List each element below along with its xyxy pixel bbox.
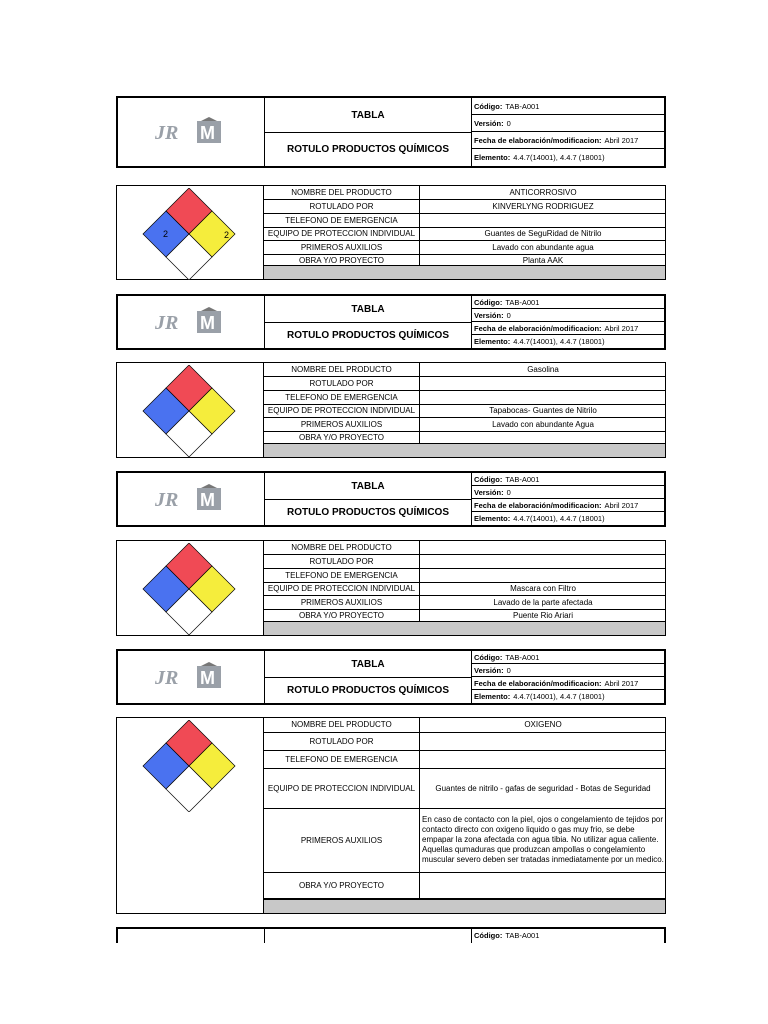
field-label: TELEFONO DE EMERGENCIA [264, 213, 420, 227]
reactivity-rating: 2 [224, 230, 230, 240]
field-value: Tapabocas- Guantes de Nitrilo [420, 404, 667, 417]
company-logo [118, 473, 265, 525]
field-value: En caso de contacto con la piel, ojos o congelamiento de tejidos por contacto directo con oxigeno liquido o gas muy frio, se debe empapar la zona afectada con agua tibia. No utilizar agua caliente. Aquellas qumaduras que produzcan ampollas o congelamiento muscular severo deben ser tratadas inmediatamente por un medico. [420, 808, 667, 872]
field-value: Guantes de nitrilo - gafas de seguridad - Botas de Seguridad [420, 768, 667, 808]
nombre-value: ANTICORROSIVO [420, 186, 667, 199]
product-label-card [116, 540, 666, 636]
svg-text:JR: JR [155, 667, 179, 689]
company-logo [118, 651, 265, 703]
table-subtitle: ROTULO PRODUCTOS QUÍMICOS [286, 506, 450, 518]
document-header: JR M TABLA ROTULO PRODUCTOS QUÍMICOS Código: TAB-A001 Versión: 0 Fecha de elaboración/modificacion: Abril 2017 Elemento: 4.4.7(14001), 4.4.7 (18001) [116, 294, 666, 350]
field-value: Lavado de la parte afectada [420, 595, 667, 609]
nfpa-diamond [117, 541, 264, 635]
field-value: Puente Rio Ariari [420, 609, 667, 622]
gray-bar [264, 621, 665, 635]
product-table [264, 363, 666, 445]
field-label: OBRA Y/O PROYECTO [264, 609, 420, 622]
field-label: EQUIPO DE PROTECCION INDIVIDUAL [264, 582, 420, 595]
svg-text:M: M [200, 123, 215, 143]
nfpa-diamond [117, 186, 264, 279]
field-label: OBRA Y/O PROYECTO [264, 431, 420, 444]
field-value [420, 390, 667, 404]
table-title: TABLA [265, 296, 471, 323]
svg-text:M: M [200, 668, 215, 688]
field-value: Mascara con Filtro [420, 582, 667, 595]
company-logo [118, 98, 265, 166]
gray-bar [264, 443, 665, 457]
product-table [264, 541, 666, 623]
field-label: ROTULADO POR [264, 376, 420, 390]
document-header: Código: TAB-A001 [116, 927, 666, 983]
field-value [420, 541, 667, 554]
field-label: EQUIPO DE PROTECCION INDIVIDUAL [264, 768, 420, 808]
svg-text:M: M [200, 313, 215, 333]
nfpa-diamond [117, 718, 264, 913]
auxilios-value: Lavado con abundante agua [420, 240, 667, 254]
field-value: OXIGENO [420, 718, 667, 732]
field-label: ROTULADO POR [264, 199, 420, 213]
table-title: TABLA [265, 651, 471, 678]
svg-text:JR: JR [155, 122, 179, 144]
document-header: JR M TABLA ROTULO PRODUCTOS QUÍMICOS Código: TAB-A001 Versión: 0 Fecha de elaboración/modificacion: Abril 2017 Elemento: 4.4.7(14001), 4.4.7 (18001) [116, 649, 666, 705]
health-rating: 2 [163, 229, 169, 239]
field-label: PRIMEROS AUXILIOS [264, 417, 420, 431]
product-table [264, 718, 666, 899]
field-label: PRIMEROS AUXILIOS [264, 240, 420, 254]
version-value: 0 [506, 118, 511, 128]
table-subtitle: ROTULO PRODUCTOS QUÍMICOS [286, 684, 450, 696]
product-table [264, 186, 666, 268]
field-label: OBRA Y/O PROYECTO [264, 872, 420, 898]
svg-text:JR: JR [155, 489, 179, 511]
field-label: PRIMEROS AUXILIOS [264, 808, 420, 872]
fecha-value: Abril 2017 [604, 135, 639, 145]
field-value [420, 376, 667, 390]
codigo-value: TAB-A001 [505, 101, 540, 111]
product-label-card [116, 185, 666, 280]
telefono-value [420, 213, 667, 227]
document-header: JR M TABLA ROTULO PRODUCTOS QUÍMICOS Código: TAB-A001 Versión: 0 Fecha de elaboración/modificacion: Abril 2017 Elemento: 4.4.7(14001), 4.4.7 (18001) [116, 471, 666, 527]
field-label: ROTULADO POR [264, 732, 420, 750]
field-label: PRIMEROS AUXILIOS [264, 595, 420, 609]
field-value: Gasolina [420, 363, 667, 376]
field-value [420, 568, 667, 582]
page-bottom-margin [0, 943, 768, 1024]
equipo-value: Guantes de SeguRidad de Nitrilo [420, 227, 667, 240]
gray-bar [264, 265, 665, 279]
field-label: OBRA Y/O PROYECTO [264, 254, 420, 267]
field-label: EQUIPO DE PROTECCION INDIVIDUAL [264, 404, 420, 417]
field-label: NOMBRE DEL PRODUCTO [264, 541, 420, 554]
field-value [420, 872, 667, 898]
nfpa-diamond [117, 363, 264, 457]
field-label: TELEFONO DE EMERGENCIA [264, 390, 420, 404]
svg-text:M: M [200, 490, 215, 510]
field-value [420, 750, 667, 768]
svg-text:JR: JR [155, 312, 179, 334]
table-subtitle: ROTULO PRODUCTOS QUÍMICOS [286, 143, 450, 155]
product-label-card [116, 717, 666, 914]
field-value [420, 554, 667, 568]
field-label: NOMBRE DEL PRODUCTO [264, 718, 420, 732]
obra-value: Planta AAK [420, 254, 667, 267]
product-label-card [116, 362, 666, 458]
field-label: TELEFONO DE EMERGENCIA [264, 750, 420, 768]
field-value: Lavado con abundante Agua [420, 417, 667, 431]
document-header: JR M TABLA ROTULO PRODUCTOS QUÍMICOS Código: TAB-A001 Versión: 0 Fecha de elaboración/modificacion: Abril 2017 Elemento: 4.4.7(14001), 4.4.7 (18001) [116, 96, 666, 168]
table-title: TABLA [265, 473, 471, 500]
rotulado-value: KINVERLYNG RODRIGUEZ [420, 199, 667, 213]
field-value [420, 732, 667, 750]
field-label: NOMBRE DEL PRODUCTO [264, 186, 420, 199]
company-logo [118, 296, 265, 348]
gray-bar [264, 899, 665, 913]
field-label: EQUIPO DE PROTECCION INDIVIDUAL [264, 227, 420, 240]
field-label: TELEFONO DE EMERGENCIA [264, 568, 420, 582]
elemento-value: 4.4.7(14001), 4.4.7 (18001) [513, 153, 605, 162]
field-label: NOMBRE DEL PRODUCTO [264, 363, 420, 376]
table-subtitle: ROTULO PRODUCTOS QUÍMICOS [286, 329, 450, 341]
table-title: TABLA [265, 98, 471, 133]
field-label: ROTULADO POR [264, 554, 420, 568]
